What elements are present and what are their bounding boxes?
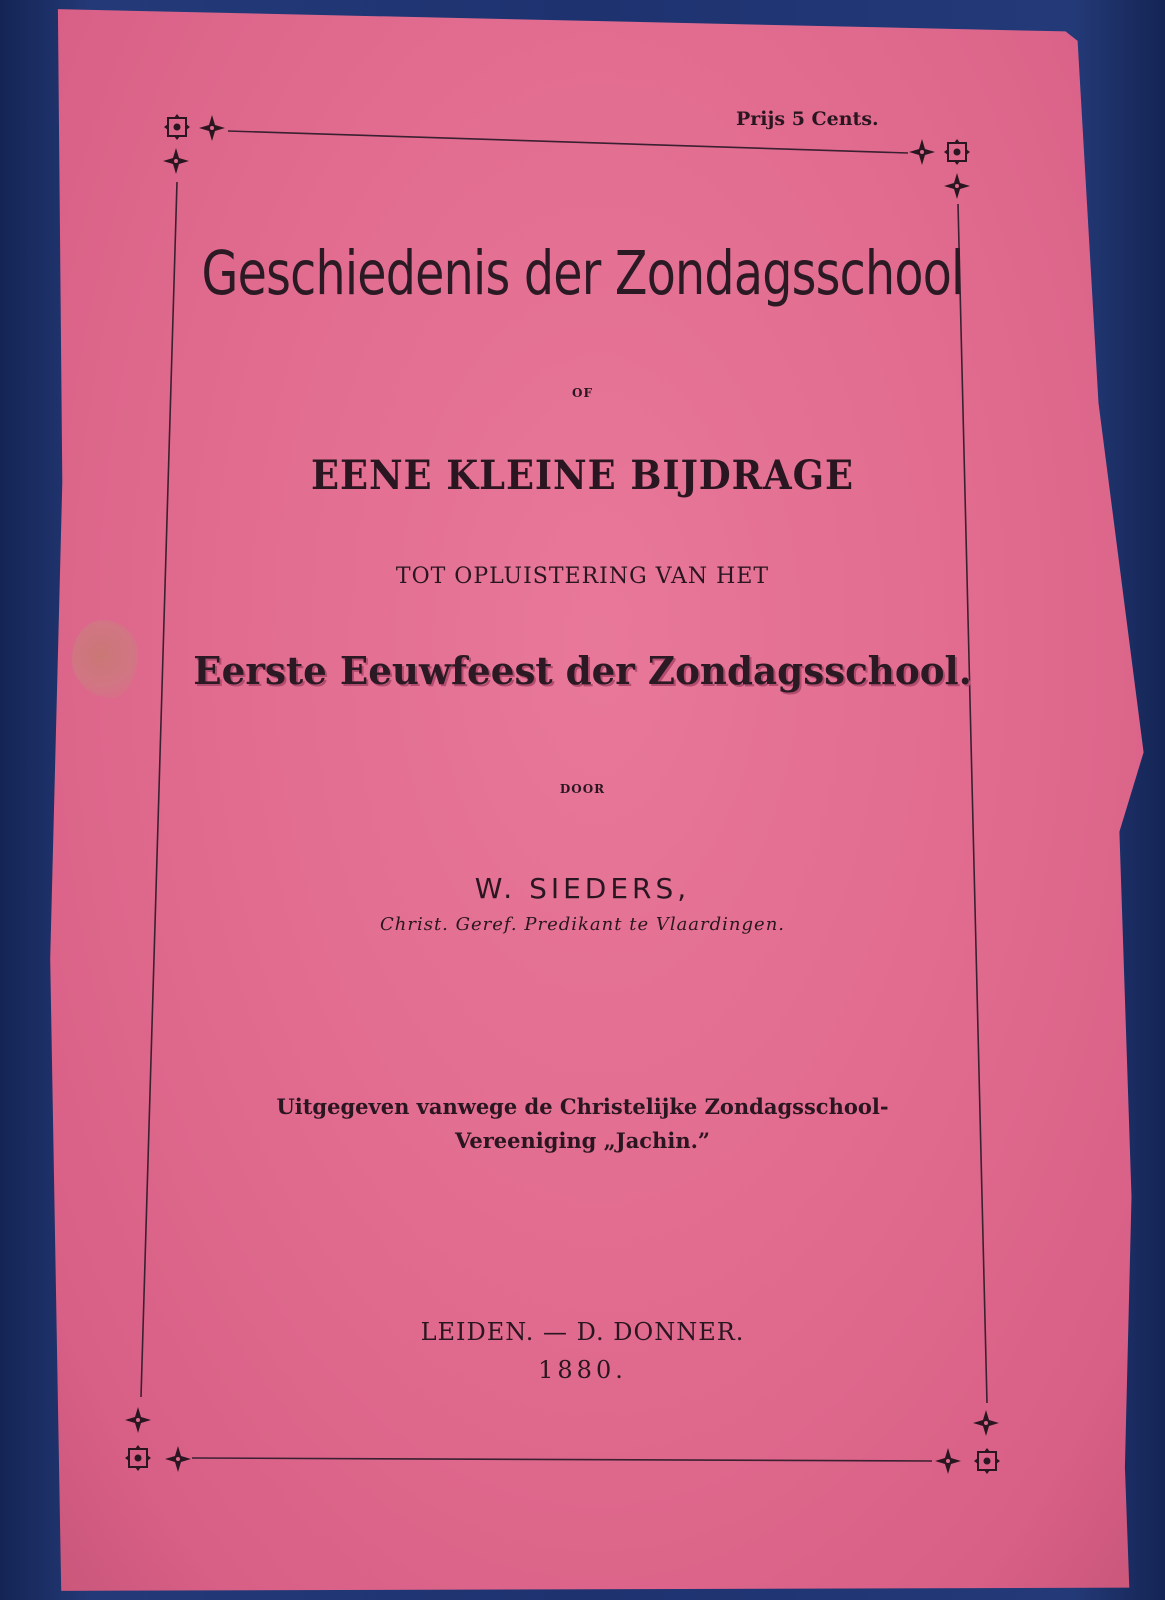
publisher-line-2: Vereeniging „Jachin.” (455, 1128, 710, 1153)
conjunction-of: OF (572, 386, 593, 400)
by-label: DOOR (559, 782, 606, 796)
price-label: Prijs 5 Cents. (736, 108, 879, 130)
imprint-place-printer: LEIDEN. — D. DONNER. (420, 1318, 745, 1346)
author-name: W. SIEDERS, (474, 872, 691, 905)
subtitle-continuation: TOT OPLUISTERING VAN HET (395, 564, 770, 589)
subtitle: EENE KLEINE BIJDRAGE (311, 452, 854, 499)
imprint-year: 1880. (538, 1356, 627, 1384)
main-title: Geschiedenis der Zondagsschool (201, 238, 964, 309)
event-title: Eerste Eeuwfeest der Zondagsschool. (193, 648, 972, 693)
author-affiliation: Christ. Geref. Predikant te Vlaardingen. (379, 914, 786, 935)
publisher-line-1: Uitgegeven vanwege de Christelijke Zondagsschool- (276, 1094, 889, 1119)
